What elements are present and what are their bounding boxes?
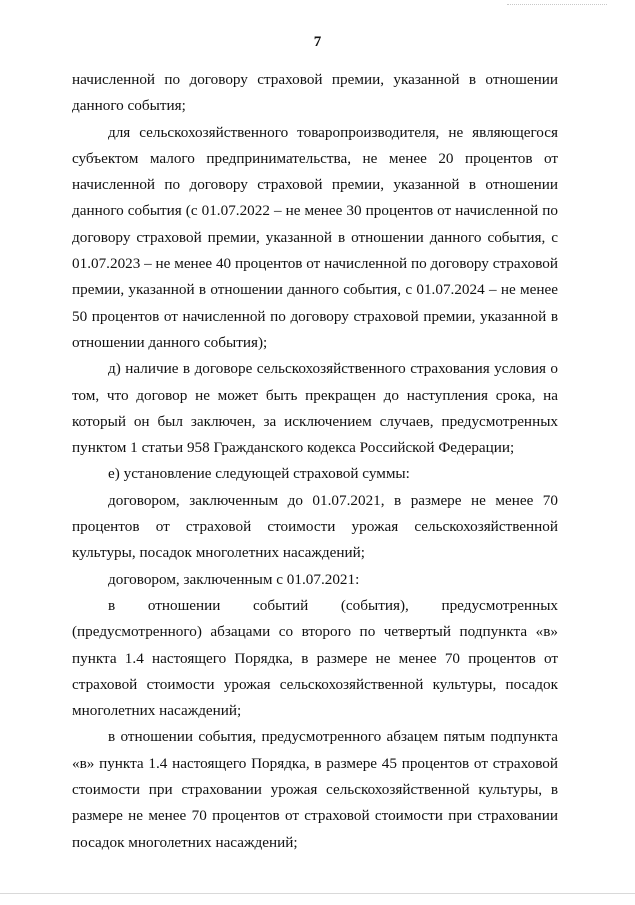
paragraph-6: договором, заключенным с 01.07.2021: [108, 570, 360, 588]
page-number: 7 [313, 34, 322, 50]
scan-artifact [507, 4, 607, 7]
paragraph-4: е) установление следующей страховой суммы: [108, 465, 410, 483]
paragraph-8: в отношении события, предусмотренного абзацем пятым подпункта «в» пункта 1.4 настоящего Порядка, в размере 45 процентов от страховой стоимости при страховании урожая сельскохозяйственной культуры, в размере не менее 70 процентов от страховой стоимости при страховании посадок многолетних насаждений; [72, 728, 558, 851]
page-bottom-edge [0, 893, 635, 894]
paragraph-5: договором, заключенным до 01.07.2021, в размере не менее 70 процентов от страховой стоимости урожая сельскохозяйственной культуры, посадок многолетних насаждений; [72, 491, 558, 562]
paragraph-7: в отношении событий (события), предусмотренных (предусмотренного) абзацами со второго по четвертый подпункта «в» пункта 1.4 настоящего Порядка, в размере не менее 70 процентов от страховой стоимости урожая сельскохозяйственной культуры, посадок многолетних насаждений; [72, 596, 558, 720]
paragraph-3: д) наличие в договоре сельскохозяйственного страхования условия о том, что договор не может быть прекращен до наступления срока, на который он был заключен, за исключением случаев, предусмотренных пунктом 1 статьи 958 Гражданского кодекса Российской Федерации; [72, 360, 558, 457]
document-body [72, 67, 558, 856]
paragraph-1: начисленной по договору страховой премии, указанной в отношении данного события; [72, 71, 558, 115]
paragraph-2: для сельскохозяйственного товаропроизводителя, не являющегося субъектом малого предпринимательства, не менее 20 процентов от начисленной по договору страховой премии, указанной в отношении данного события (с 01.07.2022 – не менее 30 процентов от начисленной по договору страховой премии, указанной в отношении данного события, с 01.07.2023 – не менее 40 процентов от начисленной по договору страховой премии, указанной в отношении данного события, с 01.07.2024 – не менее 50 процентов от начисленной по договору страховой премии, указанной в отношении данного события); [72, 123, 558, 351]
